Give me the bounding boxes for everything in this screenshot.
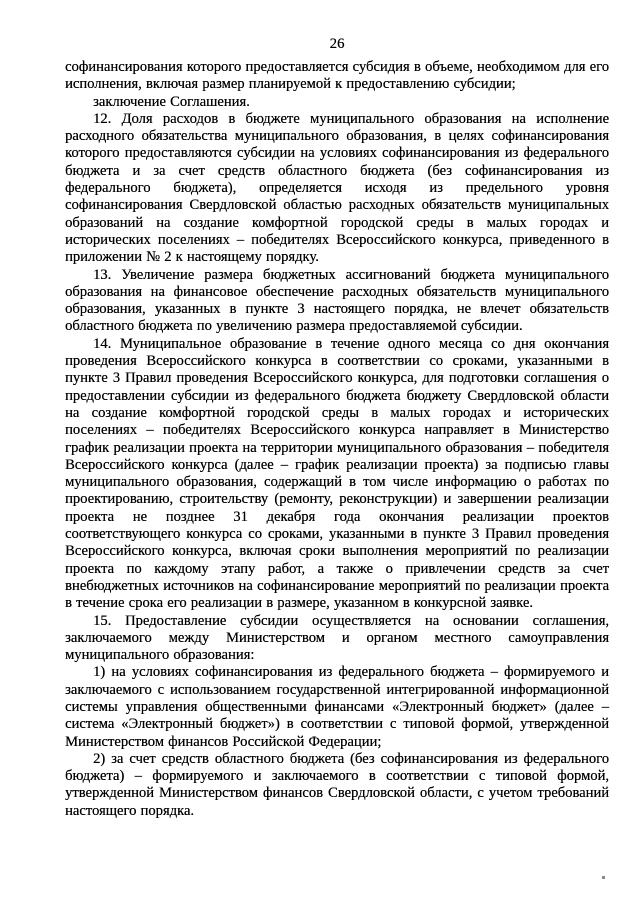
paragraph: 12. Доля расходов в бюджете муниципального образования на исполнение расходного обязательства муниципального образования, в целях софинансирования которого предоставляются субсидии на условиях софинансирования из федерального бюджета и за счет средств областного бюджета (без софинансирования из федерального бюджета), определяется исходя из предельного уровня софинансирования Свердловской областью расходных обязательств муниципальных образований на создание комфортной городской среды в малых городах и исторических поселениях – победителях Всероссийского конкурса, приведенного в приложении № 2 к настоящему порядку.: [65, 110, 609, 266]
paragraph: 2) за счет средств областного бюджета (без софинансирования из федерального бюджета) – формируемого и заключаемого в соответствии с типовой формой, утвержденной Министерством финансов Свердловской области, с учетом требований настоящего порядка.: [65, 750, 609, 819]
paragraph: софинансирования которого предоставляется субсидия в объеме, необходимом для его исполнения, включая размер планируемой к предоставлению субсидии;: [65, 59, 609, 93]
paragraph: 14. Муниципальное образование в течение одного месяца со дня окончания проведения Всероссийского конкурса в соответствии со сроками, указанными в пункте 3 Правил проведения Всероссийского конкурса, для подготовки соглашения о предоставлении субсидии из федерального бюджета бюджету Свердловской области на создание комфортной городской среды в малых городах и исторических поселениях – победителях Всероссийского конкурса направляет в Министерство график реализации проекта на территории муниципального образования – победителя Всероссийского конкурса (далее – график реализации проекта) за подписью главы муниципального образования, содержащий в том числе информацию о работах по проектированию, строительству (ремонту, реконструкции) и завершении реализации проекта не позднее 31 декабря года окончания реализации проектов соответствующего конкурса со сроками, указанными в пункте 3 Правил проведения Всероссийского конкурса, включая сроки выполнения мероприятий по реализации проекта по каждому этапу работ, а также о привлечении средств за счет внебюджетных источников на софинансирование мероприятий по реализации проекта в течение срока его реализации в размере, указанном в конкурсной заявке.: [65, 335, 609, 612]
paragraph: 1) на условиях софинансирования из федерального бюджета – формируемого и заключаемого с использованием государственной интегрированной информационной системы управления общественными финансами «Электронный бюджет» (далее – система «Электронный бюджет») в соответствии с типовой формой, утвержденной Министерством финансов Российской Федерации;: [65, 664, 609, 750]
scan-artifact-dot: [602, 876, 605, 879]
page-number: 26: [329, 36, 345, 52]
document-body: [65, 59, 609, 820]
paragraph: 15. Предоставление субсидии осуществляется на основании соглашения, заключаемого между Министерством и органом местного самоуправления муниципального образования:: [65, 612, 609, 664]
paragraph: 13. Увеличение размера бюджетных ассигнований бюджета муниципального образования на финансовое обеспечение расходных обязательств муниципального образования, указанных в пункте 3 настоящего порядка, не влечет обязательств областного бюджета по увеличению размера предоставляемой субсидии.: [65, 266, 609, 335]
paragraph: заключение Соглашения.: [93, 93, 250, 110]
